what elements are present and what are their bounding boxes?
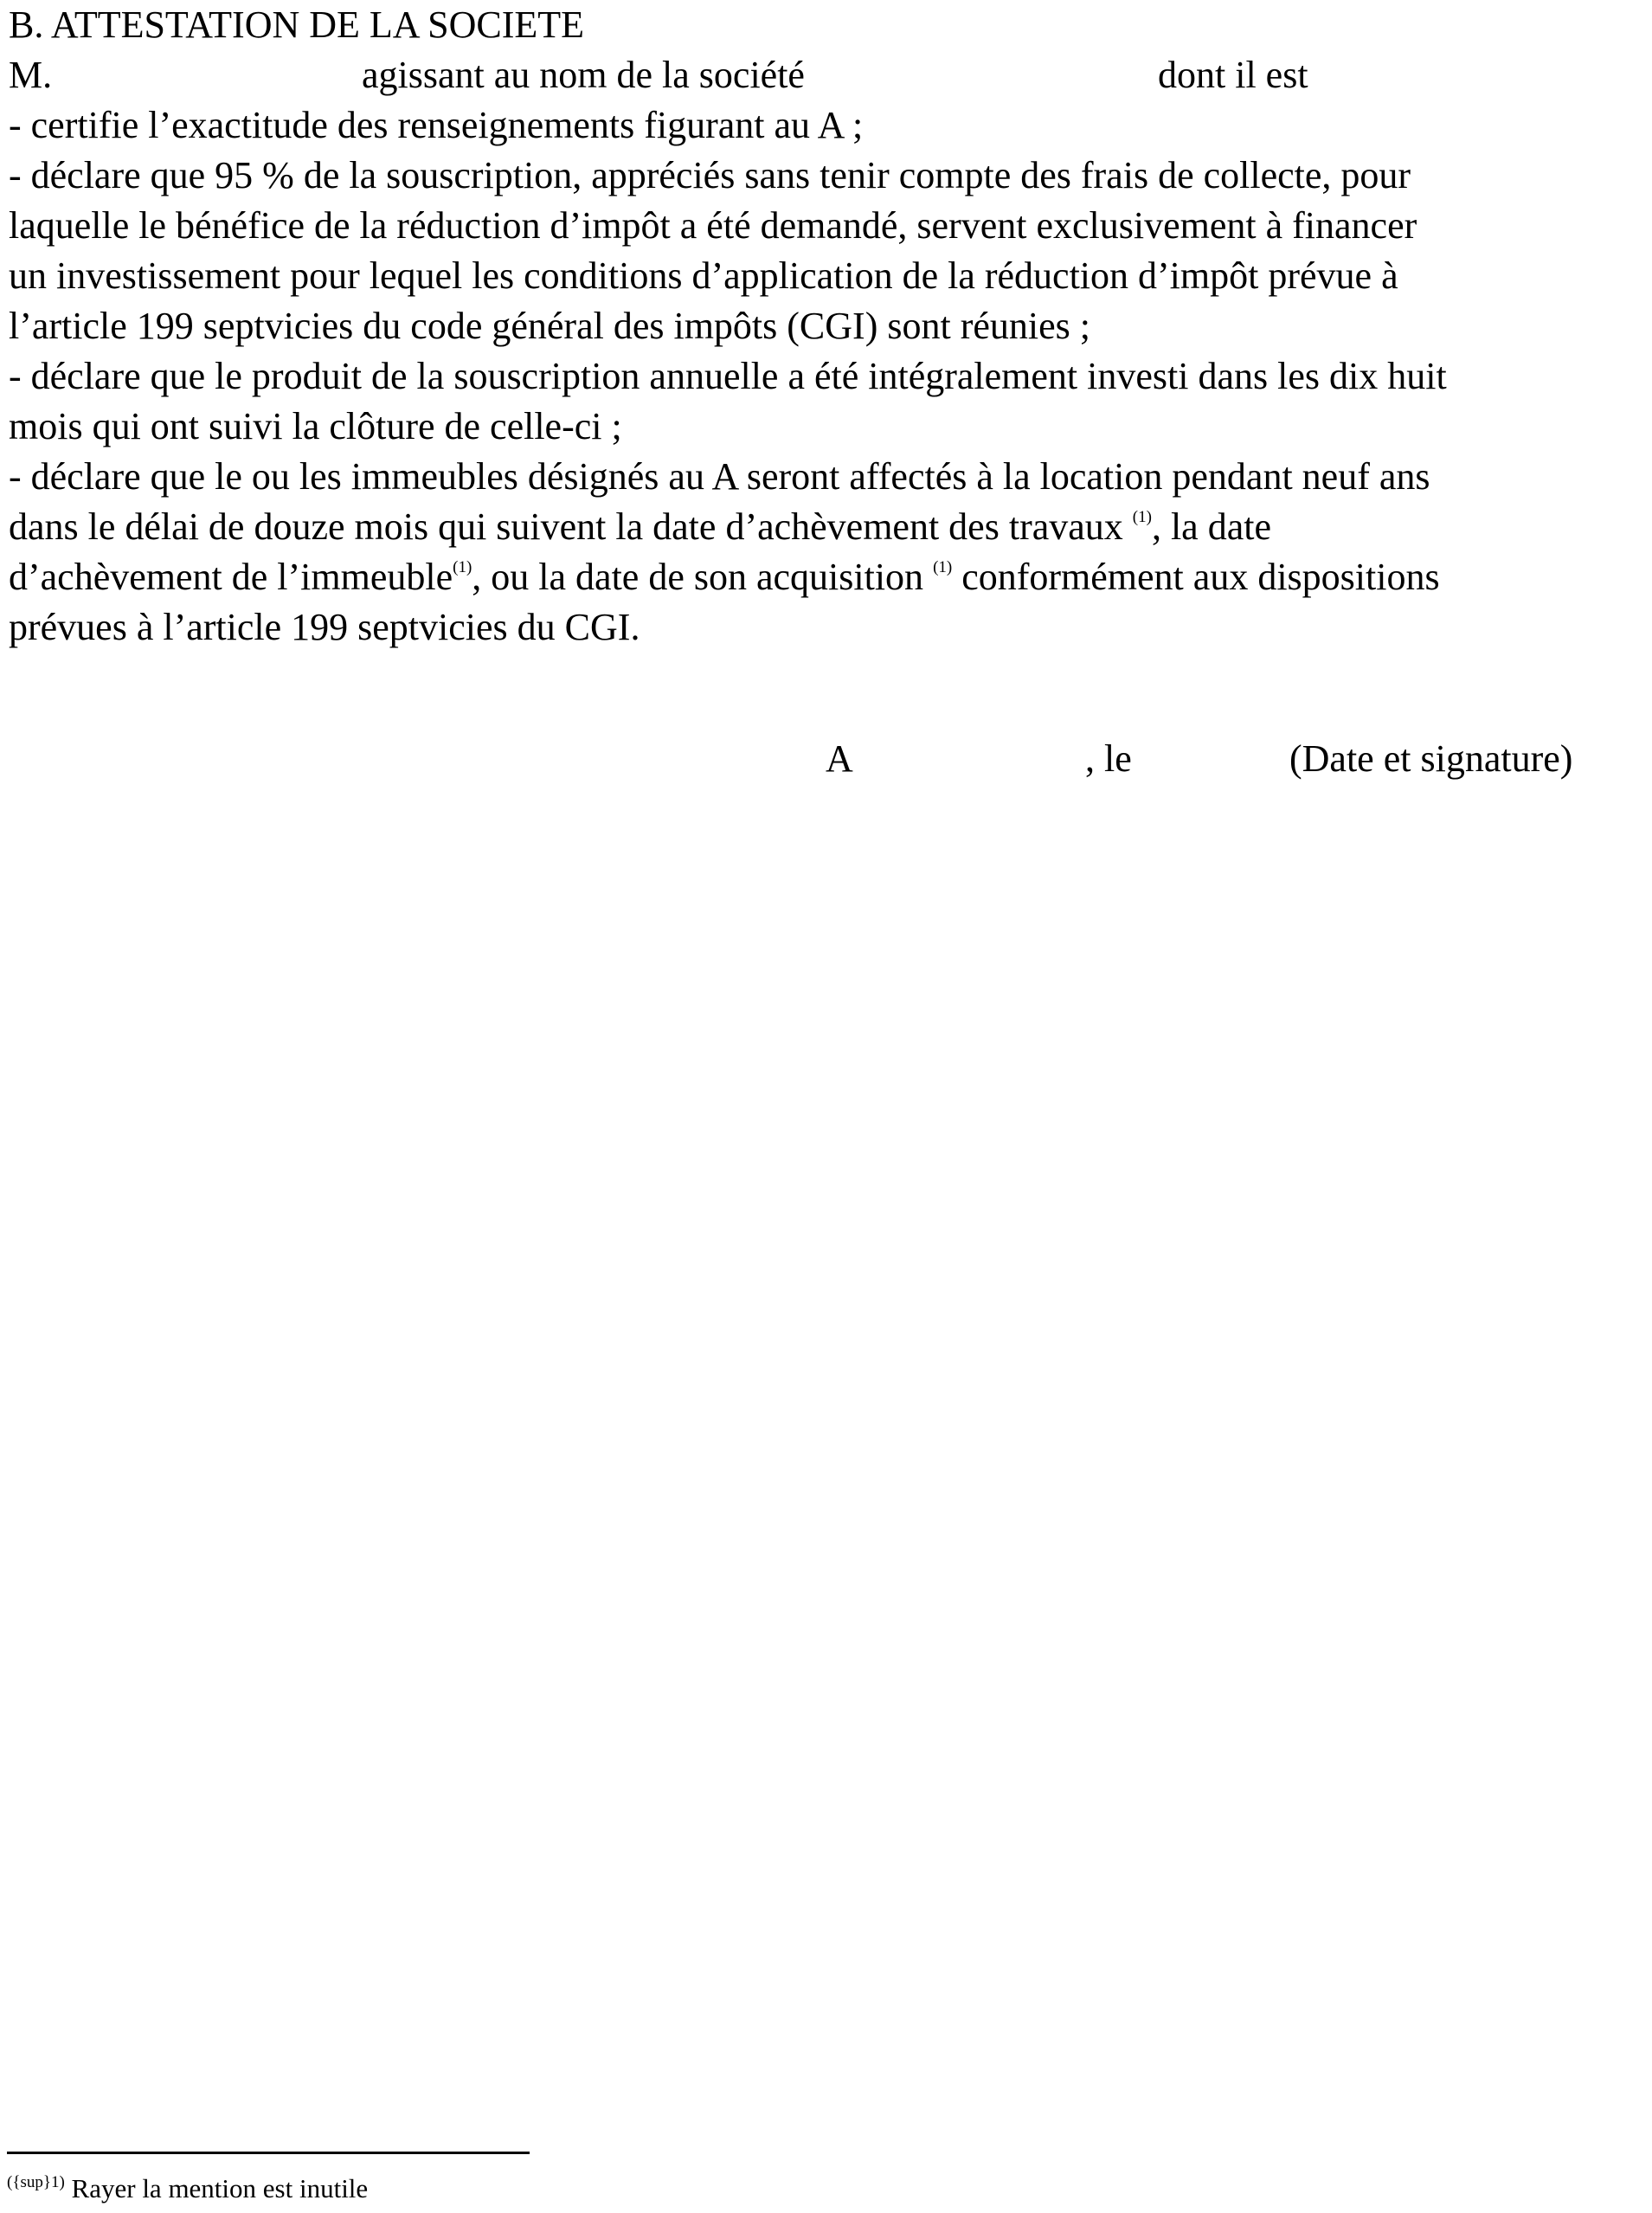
body-line-5: l’article 199 septvicies du code général des impôts (CGI) sont réunies ;: [9, 305, 1090, 347]
body-line-10-text: d’achèvement de l’immeuble: [9, 556, 453, 598]
body-line-6: - déclare que le produit de la souscription annuelle a été intégralement investi dans les dix huit: [9, 355, 1447, 397]
body-line-7: mois qui ont suivi la clôture de celle-ci ;: [9, 405, 622, 447]
signature-place-label: A: [826, 737, 853, 780]
footnote-ref: (1): [1132, 508, 1152, 526]
body-line-4: un investissement pour lequel les conditions d’application de la réduction d’impôt prévue à: [9, 254, 1398, 297]
body-line-1: - certifie l’exactitude des renseignements figurant au A ;: [9, 104, 864, 146]
intro-m-label: M.: [9, 54, 53, 96]
body-line-10-middle: , ou la date de son acquisition: [472, 556, 934, 598]
body-line-2: - déclare que 95 % de la souscription, appréciés sans tenir compte des frais de collecte, pour: [9, 154, 1411, 196]
body-line-9-text: dans le délai de douze mois qui suivent la date d’achèvement des travaux: [9, 505, 1133, 548]
footnote-ref: (1): [453, 558, 472, 576]
footnote-ref: (1): [933, 558, 953, 576]
section-heading: B. ATTESTATION DE LA SOCIETE: [9, 3, 585, 46]
footnote-text: Rayer la mention est inutile: [64, 2173, 369, 2203]
intro-agissant-text: agissant au nom de la société: [362, 54, 805, 96]
footnote: [7, 2171, 368, 2206]
body-line-8: - déclare que le ou les immeubles désignés au A seront affectés à la location pendant neuf ans: [9, 455, 1430, 498]
footnote-divider: [7, 2152, 530, 2154]
body-line-3: laquelle le bénéfice de la réduction d’impôt a été demandé, servent exclusivement à financer: [9, 204, 1417, 247]
body-line-11: prévues à l’article 199 septvicies du CGI.: [9, 606, 640, 648]
body-line-10: [9, 552, 1440, 602]
intro-dont-text: dont il est: [1158, 54, 1308, 96]
signature-date-label: , le: [1085, 737, 1132, 780]
body-line-9: [9, 502, 1271, 552]
body-line-9-tail: , la date: [1151, 505, 1271, 548]
signature-caption: (Date et signature): [1289, 737, 1573, 780]
footnote-marker: ({sup}1): [7, 2173, 65, 2191]
body-line-10-tail: conformément aux dispositions: [952, 556, 1440, 598]
